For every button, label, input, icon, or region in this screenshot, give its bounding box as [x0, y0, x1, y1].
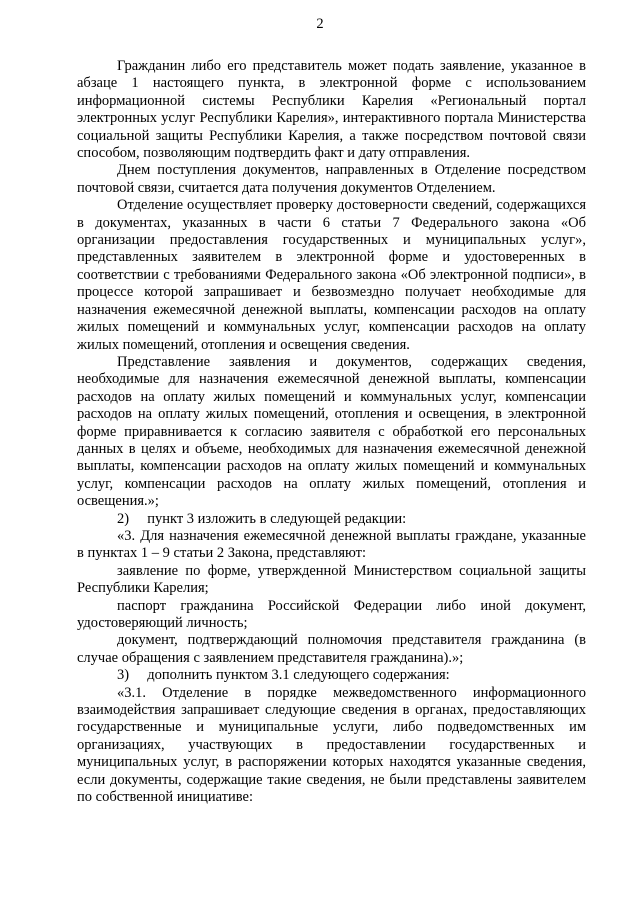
paragraph-representative-document: документ, подтверждающий полномочия представителя гражданина (в случае обращения с заявлением представителя гражданина).»; [77, 632, 586, 666]
document-body [77, 58, 586, 806]
paragraph-electronic-submission: Гражданин либо его представитель может подать заявление, указанное в абзаце 1 настоящего пункта, в электронной форме с использованием информационной системы Республики Карелия «Региональный портал электронных услуг Республики Карелия», интерактивного портала Министерства социальной защиты Республики Карелия, а также посредством почтовой связи способом, позволяющим подтвердить факт и дату отправления. [77, 58, 586, 162]
paragraph-clause-3-1: «3.1. Отделение в порядке межведомственного информационного взаимодействия запрашивает следующие сведения в органах, предоставляющих государственные и муниципальные услуги, либо подведомственных им организациях, участвующих в предоставлении государственных и муниципальных услуг, в распоряжении которых находятся указанные сведения, если документы, содержащие такие сведения, не были представлены заявителем по собственной инициативе: [77, 684, 586, 806]
paragraph-clause-3: «3. Для назначения ежемесячной денежной выплаты граждане, указанные в пунктах 1 – 9 статьи 2 Закона, представляют: [77, 527, 586, 562]
paragraph-passport: паспорт гражданина Российской Федерации либо иной документ, удостоверяющий личность; [77, 597, 586, 631]
paragraph-verification: Отделение осуществляет проверку достоверности сведений, содержащихся в документах, указанных в части 6 статьи 7 Федерального закона «Об организации предоставления государственных и муниципальных услуг», представленных заявителем в электронной форме и удостоверенных в соответствии с требованиями Федерального закона «Об электронной подписи», в процессе которой запрашивает и безвозмездно получает необходимые для назначения ежемесячной денежной выплаты, компенсации расходов на оплату жилых помещений и коммунальных услуг, компенсации расходов на оплату жилых помещений, отопления и освещения сведения. [77, 197, 586, 353]
paragraph-receipt-date: Днем поступления документов, направленных в Отделение посредством почтовой связи, считается дата получения документов Отделением. [77, 162, 586, 196]
paragraph-consent: Представление заявления и документов, содержащих сведения, необходимые для назначения ежемесячной денежной выплаты, компенсации расходов на оплату жилых помещений и коммунальных услуг, компенсации расходов на оплату жилых помещений, отопления и освещения, в электронной форме приравнивается к согласию заявителя с обработкой его персональных данных в целях и объеме, необходимых для назначения ежемесячной денежной выплаты, компенсации расходов на оплату жилых помещений и коммунальных услуг, компенсации расходов на оплату жилых помещений, отопления и освещения.»; [77, 353, 586, 510]
paragraph-item-2: 2) пункт 3 изложить в следующей редакции: [117, 510, 407, 527]
page-number: 2 [316, 16, 324, 32]
paragraph-application-form: заявление по форме, утвержденной Министерством социальной защиты Республики Карелия; [77, 562, 586, 597]
paragraph-item-3: 3) дополнить пунктом 3.1 следующего содержания: [117, 667, 450, 684]
